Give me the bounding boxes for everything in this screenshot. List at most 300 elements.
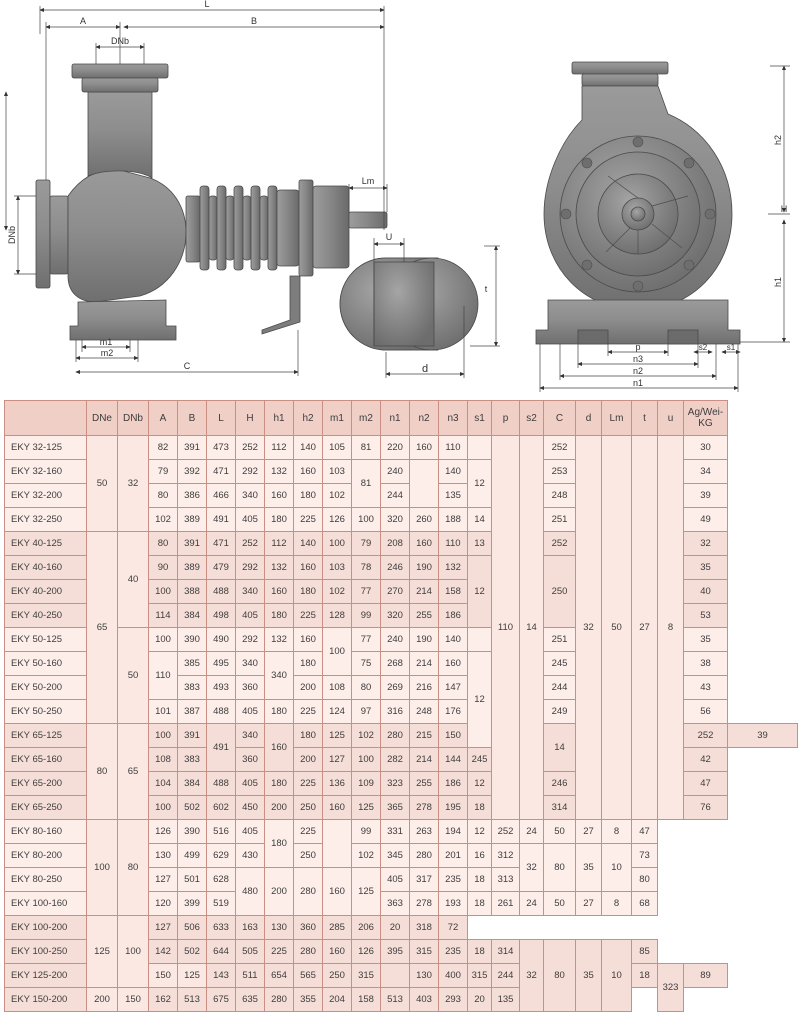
- cell-h1: 180: [265, 772, 294, 796]
- cell-n2: 160: [410, 532, 439, 556]
- cell-n3: 188: [439, 508, 468, 532]
- cell-s1: 13: [468, 532, 492, 556]
- cell-weight: 85: [632, 940, 658, 964]
- dim-label-H: H: [780, 204, 788, 214]
- cell-B: 385: [178, 652, 207, 676]
- cell-L: 495: [207, 652, 236, 676]
- cell-h1: 340: [265, 652, 294, 700]
- cell-L: 488: [207, 772, 236, 796]
- cell-H: 292: [236, 556, 265, 580]
- cell-s1: 12: [468, 652, 492, 748]
- cell-n1: 395: [381, 940, 410, 964]
- cell-n3: 147: [439, 676, 468, 700]
- cell-m2: 99: [352, 820, 381, 844]
- cell-dne: 200: [87, 988, 118, 1012]
- dim-label-m2: m2: [100, 348, 114, 358]
- cell-u: 10: [602, 940, 632, 1012]
- cell-n2: 216: [410, 676, 439, 700]
- cell-H: 340: [236, 484, 265, 508]
- cell-A: 90: [149, 556, 178, 580]
- cell-H: 405: [236, 772, 265, 796]
- cell-h1: 180: [265, 508, 294, 532]
- cell-s1: 16: [468, 844, 492, 868]
- cell-model: EKY 80-250: [5, 868, 87, 892]
- cell-B: 384: [178, 604, 207, 628]
- cell-weight: 47: [684, 772, 728, 796]
- table-body: [5, 436, 798, 1012]
- cell-A: 80: [149, 532, 178, 556]
- cell-model: EKY 40-200: [5, 580, 87, 604]
- cell-B: 389: [178, 556, 207, 580]
- cell-B: 511: [236, 964, 265, 988]
- cell-m1: 163: [236, 916, 265, 940]
- cell-m1: 100: [323, 532, 352, 556]
- cell-m2: 125: [352, 796, 381, 820]
- cell-dne: 80: [87, 724, 118, 820]
- cell-A: 120: [149, 892, 178, 916]
- cell-m2: 80: [352, 676, 381, 700]
- cell-m1: 105: [323, 436, 352, 460]
- cell-weight: 39: [684, 484, 728, 508]
- cell-n2: 263: [410, 820, 439, 844]
- cell-n1: 320: [381, 508, 410, 532]
- cell-L: 498: [207, 604, 236, 628]
- cell-H: 360: [236, 748, 265, 772]
- cell-m2: 77: [352, 628, 381, 652]
- cell-m1: 125: [323, 724, 352, 748]
- cell-A: 82: [149, 436, 178, 460]
- cell-L: 629: [207, 844, 236, 868]
- cell-C: 244: [544, 676, 576, 700]
- pump-dimensional-drawing: [0, 0, 802, 400]
- cell-n3: 140: [439, 628, 468, 652]
- cell-B: 390: [178, 628, 207, 652]
- cell-m2: 109: [352, 772, 381, 796]
- cell-n2: 190: [410, 556, 439, 580]
- th-m2: m2: [352, 401, 381, 436]
- cell-C: 252: [544, 436, 576, 460]
- cell-n1: 400: [439, 964, 468, 988]
- dim-label-t: t: [484, 284, 488, 294]
- cell-B: 502: [178, 940, 207, 964]
- cell-model: EKY 100-250: [5, 940, 87, 964]
- cell-weight: 38: [684, 652, 728, 676]
- cell-d: 24: [520, 820, 544, 844]
- cell-A: 114: [149, 604, 178, 628]
- cell-model: EKY 40-160: [5, 556, 87, 580]
- cell-m1: 108: [323, 676, 352, 700]
- cell-h2: 225: [294, 700, 323, 724]
- cell-n2: 214: [410, 580, 439, 604]
- cell-n1: 270: [381, 580, 410, 604]
- cell-dnb: 125: [178, 964, 207, 988]
- cell-H: 340: [236, 580, 265, 604]
- cell-m1: 103: [323, 556, 352, 580]
- cell-L: 488: [207, 700, 236, 724]
- cell-d: 32: [520, 844, 544, 892]
- cell-s2: 14: [520, 436, 544, 820]
- cell-L: 488: [207, 580, 236, 604]
- cell-L: 516: [207, 820, 236, 844]
- cell-A: 100: [149, 724, 178, 748]
- cell-C: 245: [468, 748, 492, 772]
- cell-Lm: 50: [544, 820, 576, 844]
- cell-A: 127: [149, 868, 178, 892]
- cell-L: 473: [207, 436, 236, 460]
- cell-dne: 125: [87, 916, 118, 988]
- cell-n3: 206: [352, 916, 381, 940]
- cell-n2: 215: [410, 724, 439, 748]
- cell-h1: 112: [265, 436, 294, 460]
- cell-n3: 144: [439, 748, 468, 772]
- cell-L: 675: [207, 988, 236, 1012]
- cell-C: 314: [492, 940, 520, 964]
- cell-weight: 32: [684, 532, 728, 556]
- th-d: d: [576, 401, 602, 436]
- cell-C: 252: [492, 820, 520, 844]
- cell-n3: 235: [439, 940, 468, 964]
- cell-C: 261: [492, 892, 520, 916]
- dim-label-A: A: [79, 16, 87, 26]
- th-A: A: [149, 401, 178, 436]
- cell-model: EKY 80-160: [5, 820, 87, 844]
- cell-h1: 200: [265, 796, 294, 820]
- table-row[interactable]: [5, 436, 798, 460]
- cell-H: 480: [236, 868, 265, 916]
- cell-C: 252: [544, 532, 576, 556]
- cell-u: 8: [602, 820, 632, 844]
- cell-model: EKY 100-160: [5, 892, 87, 916]
- cell-n2: 255: [410, 772, 439, 796]
- cell-model: EKY 50-160: [5, 652, 87, 676]
- dim-label-B: B: [250, 16, 258, 26]
- cell-h1: 280: [265, 988, 294, 1012]
- cell-h2: 140: [294, 436, 323, 460]
- cell-weight: 80: [632, 868, 658, 892]
- cell-L: 654: [265, 964, 294, 988]
- th-n3: n3: [439, 401, 468, 436]
- cell-C: 314: [544, 796, 576, 820]
- cell-n1: 316: [381, 700, 410, 724]
- cell-n1: 365: [381, 796, 410, 820]
- cell-m1: 204: [323, 988, 352, 1012]
- th-H: H: [236, 401, 265, 436]
- cell-model: EKY 32-125: [5, 436, 87, 460]
- cell-H: 340: [236, 724, 265, 748]
- cell-L: 471: [207, 460, 236, 484]
- cell-Lm: 50: [544, 892, 576, 916]
- cell-h1: 132: [265, 460, 294, 484]
- cell-weight: 76: [684, 796, 728, 820]
- cell-C: 245: [544, 652, 576, 676]
- cell-A: 162: [149, 988, 178, 1012]
- cell-weight: 39: [728, 724, 798, 748]
- cell-C: 249: [544, 700, 576, 724]
- cell-n3: 244: [492, 964, 520, 988]
- cell-dne: 65: [87, 532, 118, 724]
- cell-n2: 214: [410, 748, 439, 772]
- cell-h2: 225: [294, 604, 323, 628]
- cell-n1: 331: [381, 820, 410, 844]
- cell-H: 292: [236, 628, 265, 652]
- cell-m2: 99: [352, 604, 381, 628]
- cell-weight: 89: [684, 964, 728, 988]
- cell-L: 479: [207, 556, 236, 580]
- cell-h2: 160: [294, 460, 323, 484]
- dim-label-DNb-side: DNb: [7, 225, 17, 245]
- cell-H: 405: [236, 820, 265, 844]
- cell-model: EKY 32-160: [5, 460, 87, 484]
- cell-m2: 81: [352, 436, 381, 460]
- dim-label-DNb-top: DNb: [110, 36, 130, 46]
- th-L: L: [207, 401, 236, 436]
- cell-m2: 158: [352, 988, 381, 1012]
- cell-L: 471: [207, 532, 236, 556]
- cell-m1: 160: [323, 868, 352, 916]
- cell-n1: 208: [381, 532, 410, 556]
- cell-n3: 140: [439, 460, 468, 484]
- cell-s1: 12: [468, 460, 492, 508]
- cell-weight: 35: [684, 556, 728, 580]
- cell-B: 499: [178, 844, 207, 868]
- cell-n3: 135: [439, 484, 468, 508]
- cell-n3: 201: [439, 844, 468, 868]
- cell-n2: 278: [410, 796, 439, 820]
- cell-h1: 180: [265, 820, 294, 868]
- cell-n3: 194: [439, 820, 468, 844]
- cell-m1: 100: [323, 628, 352, 676]
- cell-A: 100: [149, 796, 178, 820]
- cell-n2: [410, 460, 439, 508]
- cell-B: 389: [178, 508, 207, 532]
- cell-model: EKY 50-125: [5, 628, 87, 652]
- cell-u: 10: [602, 844, 632, 892]
- th-B: B: [178, 401, 207, 436]
- cell-Lm: 80: [544, 844, 576, 892]
- cell-n3: 132: [439, 556, 468, 580]
- cell-n3: 193: [439, 892, 468, 916]
- th-s1: s1: [468, 401, 492, 436]
- cell-L: 519: [207, 892, 236, 916]
- cell-H: 360: [236, 676, 265, 700]
- cell-L: 491: [207, 724, 236, 772]
- cell-B: 392: [178, 460, 207, 484]
- cell-n2: 260: [410, 508, 439, 532]
- dim-label-m1: m1: [99, 337, 113, 347]
- cell-B: 387: [178, 700, 207, 724]
- cell-H: 450: [236, 796, 265, 820]
- cell-h1: 200: [265, 868, 294, 916]
- th-s2: s2: [520, 401, 544, 436]
- dim-label-U: U: [385, 232, 393, 242]
- cell-A: 110: [149, 652, 178, 700]
- cell-A: 101: [149, 700, 178, 724]
- cell-n1: 269: [381, 676, 410, 700]
- cell-B: 391: [178, 724, 207, 748]
- cell-dnb: 80: [118, 820, 149, 916]
- cell-weight: 72: [439, 916, 468, 940]
- cell-h1: 132: [265, 628, 294, 652]
- cell-h1: 112: [265, 532, 294, 556]
- cell-m1: 126: [323, 508, 352, 532]
- cell-h2: 180: [294, 652, 323, 676]
- cell-C: 313: [492, 868, 520, 892]
- cell-model: EKY 125-200: [5, 964, 87, 988]
- cell-n2: 280: [410, 844, 439, 868]
- cell-model: EKY 65-160: [5, 748, 87, 772]
- cell-m2: 81: [352, 460, 381, 508]
- cell-weight: 47: [632, 820, 658, 844]
- cell-d: 24: [520, 892, 544, 916]
- cell-H: 340: [236, 652, 265, 676]
- cell-d: 32: [520, 940, 544, 1012]
- cell-t: 27: [576, 892, 602, 916]
- cell-Lm: 80: [544, 940, 576, 1012]
- cell-m1: 102: [323, 484, 352, 508]
- cell-n1: 323: [381, 772, 410, 796]
- cell-B: 390: [178, 820, 207, 844]
- cell-h2: 200: [294, 676, 323, 700]
- cell-L: 466: [207, 484, 236, 508]
- dim-label-C: C: [183, 361, 191, 371]
- cell-m1: 124: [323, 700, 352, 724]
- cell-m2: 75: [352, 652, 381, 676]
- cell-model: EKY 65-200: [5, 772, 87, 796]
- th-m1: m1: [323, 401, 352, 436]
- cell-h2: 250: [294, 844, 323, 868]
- cell-C: 250: [544, 556, 576, 628]
- cell-H: 405: [236, 604, 265, 628]
- cell-n2: 255: [410, 604, 439, 628]
- cell-t: 27: [632, 436, 658, 820]
- cell-n1: 246: [381, 556, 410, 580]
- cell-model: EKY 40-125: [5, 532, 87, 556]
- cell-n3: 293: [439, 988, 468, 1012]
- cell-dnb: 100: [118, 916, 149, 988]
- cell-n2: 160: [410, 436, 439, 460]
- cell-weight: 35: [684, 628, 728, 652]
- cell-m2: 77: [352, 580, 381, 604]
- cell-s1: 20: [381, 916, 410, 940]
- table-row[interactable]: [5, 916, 798, 940]
- th-t: t: [632, 401, 658, 436]
- cell-m2: 126: [352, 940, 381, 964]
- cell-L: 491: [207, 508, 236, 532]
- cell-m2: 125: [352, 868, 381, 916]
- cell-m1: 102: [323, 580, 352, 604]
- th-h2: h2: [294, 401, 323, 436]
- cell-model: EKY 32-200: [5, 484, 87, 508]
- cell-A: 100: [149, 580, 178, 604]
- cell-dnb: 32: [118, 436, 149, 532]
- cell-model: EKY 65-250: [5, 796, 87, 820]
- cell-C: 248: [544, 484, 576, 508]
- cell-s1: 18: [468, 796, 492, 820]
- cell-n3: 110: [439, 532, 468, 556]
- cell-p: 110: [492, 436, 520, 820]
- cell-dne: 50: [87, 436, 118, 532]
- cell-dne: 100: [87, 820, 118, 916]
- cell-A: 143: [207, 964, 236, 988]
- cell-h2: 250: [294, 796, 323, 820]
- cell-m1: [323, 820, 352, 868]
- cell-h2: 280: [294, 940, 323, 964]
- cell-A: 126: [149, 820, 178, 844]
- cell-dnb: 150: [118, 988, 149, 1012]
- cell-C: 246: [544, 772, 576, 796]
- cell-A: 79: [149, 460, 178, 484]
- cell-A: 102: [149, 508, 178, 532]
- cell-model: EKY 50-200: [5, 676, 87, 700]
- cell-n3: 235: [439, 868, 468, 892]
- cell-n1: 345: [381, 844, 410, 868]
- cell-n3: 110: [439, 436, 468, 460]
- cell-h2: 140: [294, 532, 323, 556]
- th-n1: n1: [381, 401, 410, 436]
- cell-C: 251: [544, 508, 576, 532]
- th-C: C: [544, 401, 576, 436]
- dim-label-n1: n1: [632, 378, 644, 388]
- dim-label-d: d: [421, 363, 429, 375]
- cell-weight: 53: [684, 604, 728, 628]
- cell-n1: 363: [381, 892, 410, 916]
- cell-h2: 315: [352, 964, 381, 988]
- cell-dnb: 65: [118, 724, 149, 820]
- cell-L: 602: [207, 796, 236, 820]
- cell-model: EKY 50-250: [5, 700, 87, 724]
- th-p: p: [492, 401, 520, 436]
- th-h1: h1: [265, 401, 294, 436]
- th-Lm: Lm: [602, 401, 632, 436]
- table-header-row: [5, 401, 798, 436]
- cell-h1: 132: [265, 556, 294, 580]
- cell-m2: 130: [410, 964, 439, 988]
- cell-m2: 130: [265, 916, 294, 940]
- cell-H: 505: [236, 940, 265, 964]
- cell-H: 252: [236, 532, 265, 556]
- cell-n1: 513: [381, 988, 410, 1012]
- cell-m2: 100: [352, 748, 381, 772]
- cell-n3: 195: [439, 796, 468, 820]
- cell-n1: 320: [381, 604, 410, 628]
- cell-weight: 49: [684, 508, 728, 532]
- cell-n2: 248: [410, 700, 439, 724]
- cell-A: 100: [149, 628, 178, 652]
- cell-m1: [381, 964, 410, 988]
- cell-weight: 34: [684, 460, 728, 484]
- cell-model: EKY 80-200: [5, 844, 87, 868]
- cell-B: 501: [178, 868, 207, 892]
- cell-A: 142: [149, 940, 178, 964]
- cell-Lm: 50: [602, 436, 632, 820]
- cell-weight: 43: [684, 676, 728, 700]
- dim-label-Lm: Lm: [361, 176, 375, 186]
- cell-weight: 68: [632, 892, 658, 916]
- cell-m1: 127: [323, 748, 352, 772]
- cell-C: 318: [410, 916, 439, 940]
- cell-weight: 42: [684, 748, 728, 772]
- cell-B: 513: [178, 988, 207, 1012]
- dim-label-L: L: [204, 0, 210, 9]
- table-row[interactable]: [5, 820, 798, 844]
- cell-h1: 160: [265, 580, 294, 604]
- cell-t: 27: [576, 820, 602, 844]
- th-dne: DNe: [87, 401, 118, 436]
- cell-s1: [468, 628, 492, 652]
- cell-C: 312: [492, 844, 520, 868]
- cell-h2: 225: [294, 508, 323, 532]
- cell-model: EKY 100-200: [5, 916, 87, 940]
